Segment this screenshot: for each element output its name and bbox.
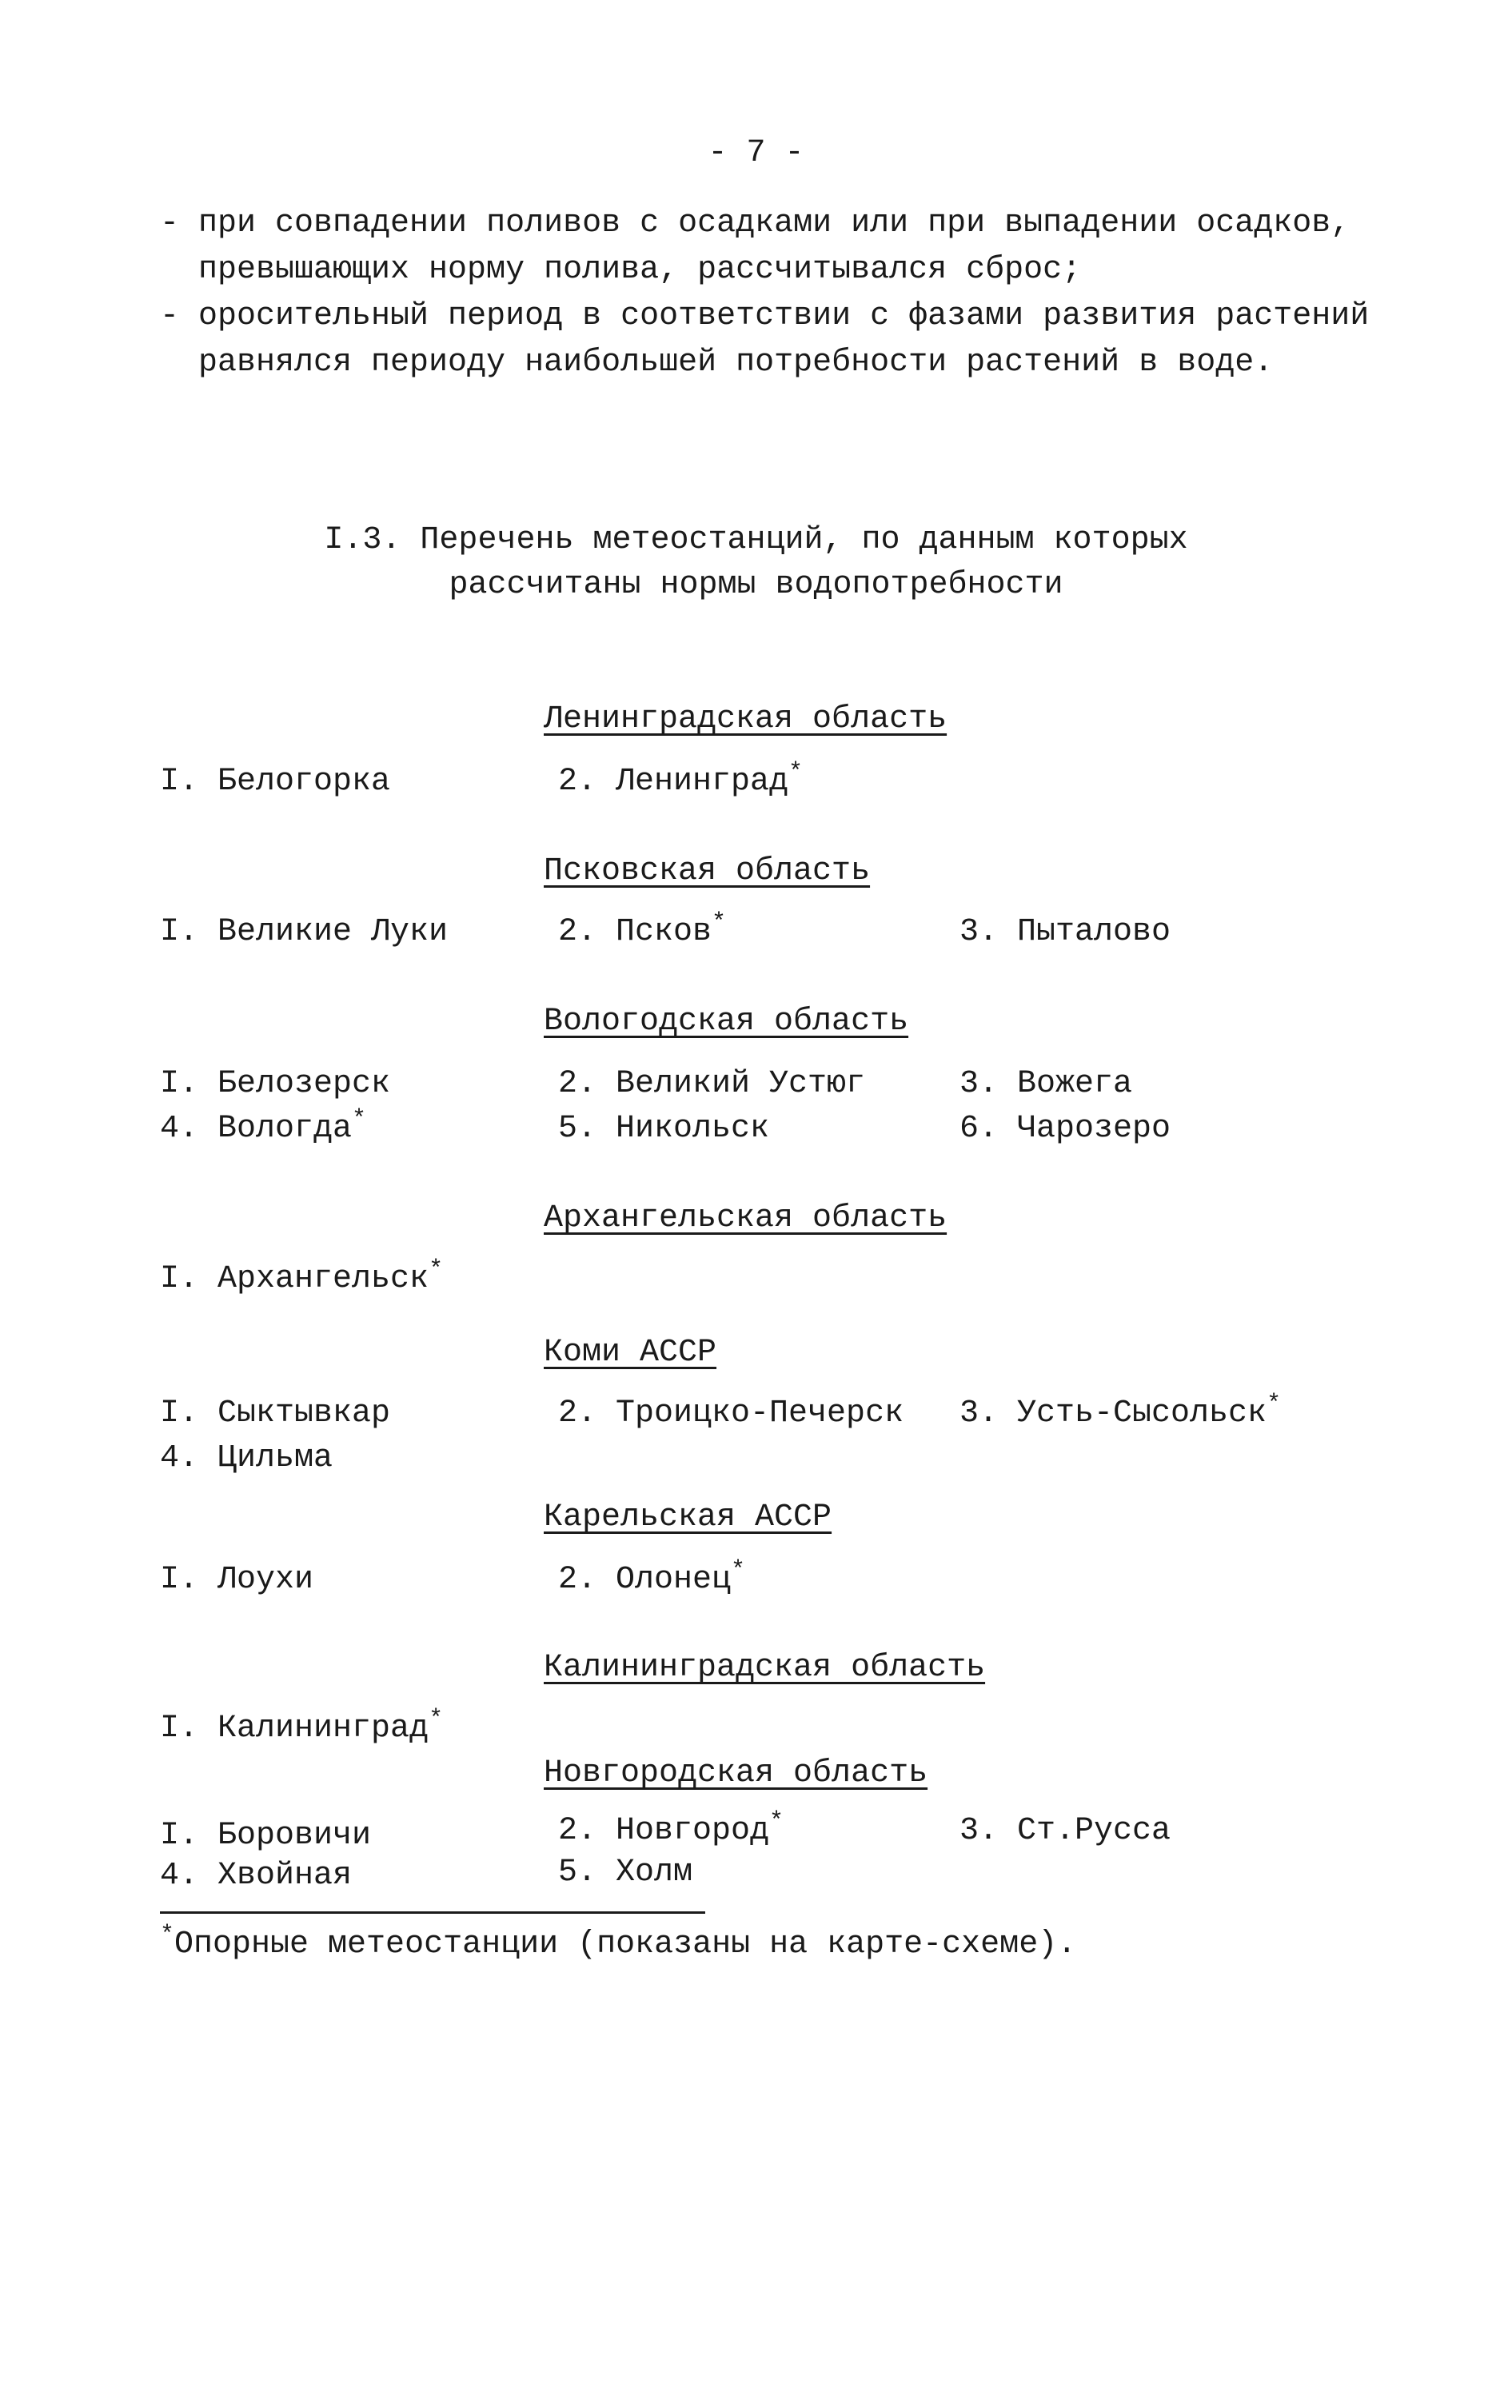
station: I. Архангельск* <box>160 1256 444 1297</box>
station: I. Боровичи <box>160 1818 372 1854</box>
station: 5. Никольск <box>558 1111 770 1147</box>
station: 2. Олонец* <box>558 1557 746 1598</box>
footnote-mark: * <box>788 759 804 786</box>
region-komi: Коми АССР <box>544 1335 717 1371</box>
footnote: *Опорные метеостанции (показаны на карте-схеме). <box>160 1922 1077 1963</box>
region-kaliningrad: Калининградская область <box>544 1650 986 1686</box>
station: 2. Великий Устюг <box>558 1066 866 1102</box>
region-pskov: Псковская область <box>544 853 871 889</box>
station: 4. Вологда* <box>160 1106 367 1147</box>
section-title-line-1: I.3. Перечень метеостанций, по данным которых <box>324 522 1188 558</box>
footnote-mark: * <box>1267 1391 1282 1418</box>
footnote-mark: * <box>429 1256 444 1284</box>
station: 2. Новгород* <box>558 1808 784 1849</box>
footnote-mark: * <box>712 909 727 936</box>
footnote-mark: * <box>160 1922 175 1949</box>
bullet-2-line-1: - оросительный период в соответствии с фазами развития растений <box>160 298 1370 334</box>
station: 3. Ст.Русса <box>959 1813 1171 1849</box>
footnote-mark: * <box>352 1106 367 1133</box>
bullet-2-line-2: равнялся периоду наибольшей потребности растений в воде. <box>198 345 1274 381</box>
station: I. Сыктывкар <box>160 1396 391 1432</box>
region-vologda: Вологодская область <box>544 1004 909 1040</box>
station: 5. Холм <box>558 1855 693 1891</box>
footnote-rule <box>160 1911 705 1914</box>
station: 6. Чарозеро <box>959 1111 1171 1147</box>
station: 4. Хвойная <box>160 1858 353 1894</box>
footnote-mark: * <box>731 1557 746 1584</box>
station: I. Калининград* <box>160 1706 444 1747</box>
station: I. Белогорка <box>160 764 391 800</box>
station: 2. Псков* <box>558 909 727 950</box>
footnote-mark: * <box>769 1808 784 1835</box>
region-arkhangelsk: Архангельская область <box>544 1200 947 1236</box>
station: 3. Пыталово <box>959 914 1171 950</box>
station: I. Лоухи <box>160 1562 314 1598</box>
bullet-1-line-2: превышающих норму полива, рассчитывался сброс; <box>198 252 1082 288</box>
station: I. Белозерск <box>160 1066 391 1102</box>
station: 3. Усть-Сысольск* <box>959 1391 1282 1432</box>
station: 2. Ленинград* <box>558 759 804 800</box>
bullet-1-line-1: - при совпадении поливов с осадками или при выпадении осадков, <box>160 206 1350 242</box>
section-title-line-2: рассчитаны нормы водопотребности <box>449 567 1063 603</box>
page-number: - 7 - <box>708 135 804 171</box>
footnote-mark: * <box>429 1706 444 1733</box>
region-leningrad: Ленинградская область <box>544 701 947 737</box>
station: I. Великие Луки <box>160 914 449 950</box>
station: 4. Цильма <box>160 1440 333 1476</box>
station: 3. Вожега <box>959 1066 1133 1102</box>
station: 2. Троицко-Печерск <box>558 1396 904 1432</box>
region-karelia: Карельская АССР <box>544 1500 832 1535</box>
region-novgorod: Новгородская область <box>544 1755 928 1791</box>
